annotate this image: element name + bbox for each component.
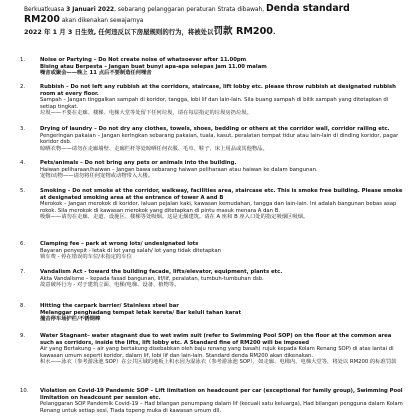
rule-section [20,160,404,180]
rule-heading: Rubbish – Do not left any rubbish at the corridors, staircase, lift lobby etc. please throw rubbish at designated rubbish room at every floor. [40,84,396,97]
rule-heading: Violation on Covid-19 Pandemic SOP – Lift limitation on headcount per car (exceptional for family group), Swimming Pool limitation on headcount per session etc. [40,388,403,401]
intro-paragraph [24,4,384,26]
rule-translation-line: 积水——泳衣（参考游泳池 SOP）在公共区域的地板上积水因为湿泳衣（参考游泳池 SOP），如走廊、电梯内、电梯大堂等，将处以 RM200 的标准罚款 [40,359,397,366]
rule-heading: Hitting the carpark barrier/ Stainless steel bar [40,303,179,309]
rule-number: 5. [20,188,26,194]
rule-number: 10. [20,388,29,394]
rule-heading: Smoking – Do not smoke at the corridor, walkway, facilities area, staircase etc. This is smoke free building. Please smoke at designated smoking area at the entrance of tower A and B [40,188,403,201]
rule-translation-line: Sampah – Jangan tinggalkan sampah di koridor, tangga, lobi lif dan lain-lain. Sila buang sampah di bilik sampah yang ditetapkan di setiap tingkat. [40,97,389,110]
rule-heading: Clamping fee – park at wrong lots/ undesignated lots [40,241,199,247]
rule-section [20,188,404,221]
rule-heading-row [20,269,404,276]
rule-heading-row [20,57,404,64]
rule-number: 7. [20,269,26,275]
intro-text-1: Berkuatkuasa [24,7,67,13]
rule-translation-line: 锁车费 - 停在错误的车位/未指定的车位 [40,254,132,261]
rule-number: 1. [20,57,26,63]
rule-translation-line: Merokok – Jangan merokok di koridor, laluan pejalan kaki, kawasan kemudahan, tangga dan lain-lain. Ini adalah bangunan bebas asap rokok. Sila merokok di kawasan merokok yang ditetapkan di pintu masuk menara A dan B. [40,201,397,214]
rule-translation-line: Air yang Bertakung – air yang bertakung disebabkan oleh baju renang yang basah( rujuk kepada Kolam Renang SOP) di atas lantai di kawasan umum seperti koridor, dalam lif, lobi lif dan lain-lain. Standard denda RM200 akan dikenakan. [40,346,394,359]
rule-translation-line: 晾晒衣物——请勿在走廊墙壁、走廊栏杆等处晾晒任何衣服、毛巾、鞋子、床上用品或其他物品。 [40,145,268,152]
rule-heading-row [20,333,404,346]
rule-heading-row [20,241,404,248]
rule-number: 8. [20,303,26,309]
rule-number: 4. [20,160,26,166]
rule-translation-line: Pengeringan pakaian – Jangan keringkan sebarang pakaian, tuala, kasut, peralatan tempat tidur atau lain-lain di dinding koridor, pagar koridor dsb. [40,132,399,146]
rule-number: 9. [20,333,26,339]
rule-translation-line: Haiwan peliharaan/haiwan – Jangan bawa sebarang haiwan peliharaan atau haiwan ke dalam bangunan. [40,166,318,173]
rule-number: 6. [20,241,26,247]
rule-translation-line: 吸烟——请勿在走廊、走道、设施区、楼梯等处吸烟。这是无烟建筑。请在 A 座和 B 座入口处的指定吸烟区吸烟。 [40,214,309,221]
intro-fine: Denda standard RM200 [24,3,350,25]
rule-heading: Drying of laundry – Do not dry any clothes, towels, shoes, bedding or others at the corridor wall, corridor railing etc. [40,126,390,132]
rule-translation-line: Bayaran penyepit - letak di lot yang salah/ lot yang tidak ditetapkan [40,247,222,254]
intro-paragraph-cn [24,27,394,37]
rule-number: 3. [20,126,26,132]
intro-cn-fine: 罚款 RM200 [213,26,273,37]
intro-text-3: akan dikenakan sewajarnya [59,18,144,24]
rule-translation-line: Akta Vandalisme – kepada fasad bangunan, lif/lif, peralatan, tumbuh-tumbuhan dsb. [40,275,264,282]
rule-section [20,57,404,77]
rule-section [20,303,404,323]
rule-heading-row [20,160,404,167]
rule-heading: Noise or Partying – Do Not create noise of whatsoever after 11.00pm [40,57,247,63]
rule-section [20,388,404,414]
notice-document [16,0,412,420]
rule-heading-row [20,126,404,133]
rule-translation-line: 宠物/动物——请勿将任何宠物或动物带入大楼。 [40,173,154,180]
rule-heading-row [20,188,404,201]
rule-translation-line: 撞击停车场护栏/不锈钢棒 [40,316,101,323]
intro-text-2: , sebarang pelanggaran peraturan Strata dibawah, [114,7,266,13]
rule-translation-line: Pelanggaran SOP Pandemik Covid-19 – Had bilangan penumpang dalam lif (kecuali satu keluarga), Had bilangan pengguna dalam Kolam Renang untuk setiap sesi, Tiada topeng muka di kawasan umum dll. [40,401,403,414]
rule-heading: Water Stagnant– water stagnant due to wet swim suit (refer to Swimming Pool SOP) on the floor at the common area such as corridors, inside the lifts, lift lobby etc. A Standard fine of RM200 will be imposed [40,333,392,346]
rule-heading-row [20,84,404,97]
rule-translation-line: Melanggar penghadang tempat letak kereta/ Bar keluli tahan karat [40,309,242,316]
intro-date: 3 Januari 2022 [66,7,115,13]
rule-section [20,126,404,152]
rule-heading: Pets/animals – Do not bring any pets or animals into the building. [40,160,237,166]
rule-heading-row [20,388,404,401]
rule-section [20,333,404,366]
rule-heading: Vandalism Act - toward the building facade, lifts/elevator, equipment, plants etc. [40,269,283,275]
rule-number: 2. [20,84,26,90]
rule-translation-line: 故意破坏行为 - 对于建筑立面、电梯/电梯、设备、植物等。 [40,282,180,289]
rule-heading-row [20,303,404,310]
rule-translation-line: Bising atau Berpesta – Jangan buat bunyi apa-apa selepas jam 11.00 malam [40,63,267,70]
rule-section [20,269,404,289]
rule-section [20,84,404,117]
intro-cn-text-2: . [272,28,276,36]
rule-section [20,241,404,261]
rule-translation-line: 垃圾——不要在走廊、楼梯、电梯大堂等处留下任何垃圾，请在每层指定的垃圾房扔垃圾。 [40,110,252,117]
rule-translation-line: 噪音或聚会——晚上 11 点后不要制造任何噪音 [40,70,152,77]
intro-cn-text-1: 2022 年 1 月 3 日生效, 任何违反以下房屋规则的行为，将被处以 [24,28,214,36]
